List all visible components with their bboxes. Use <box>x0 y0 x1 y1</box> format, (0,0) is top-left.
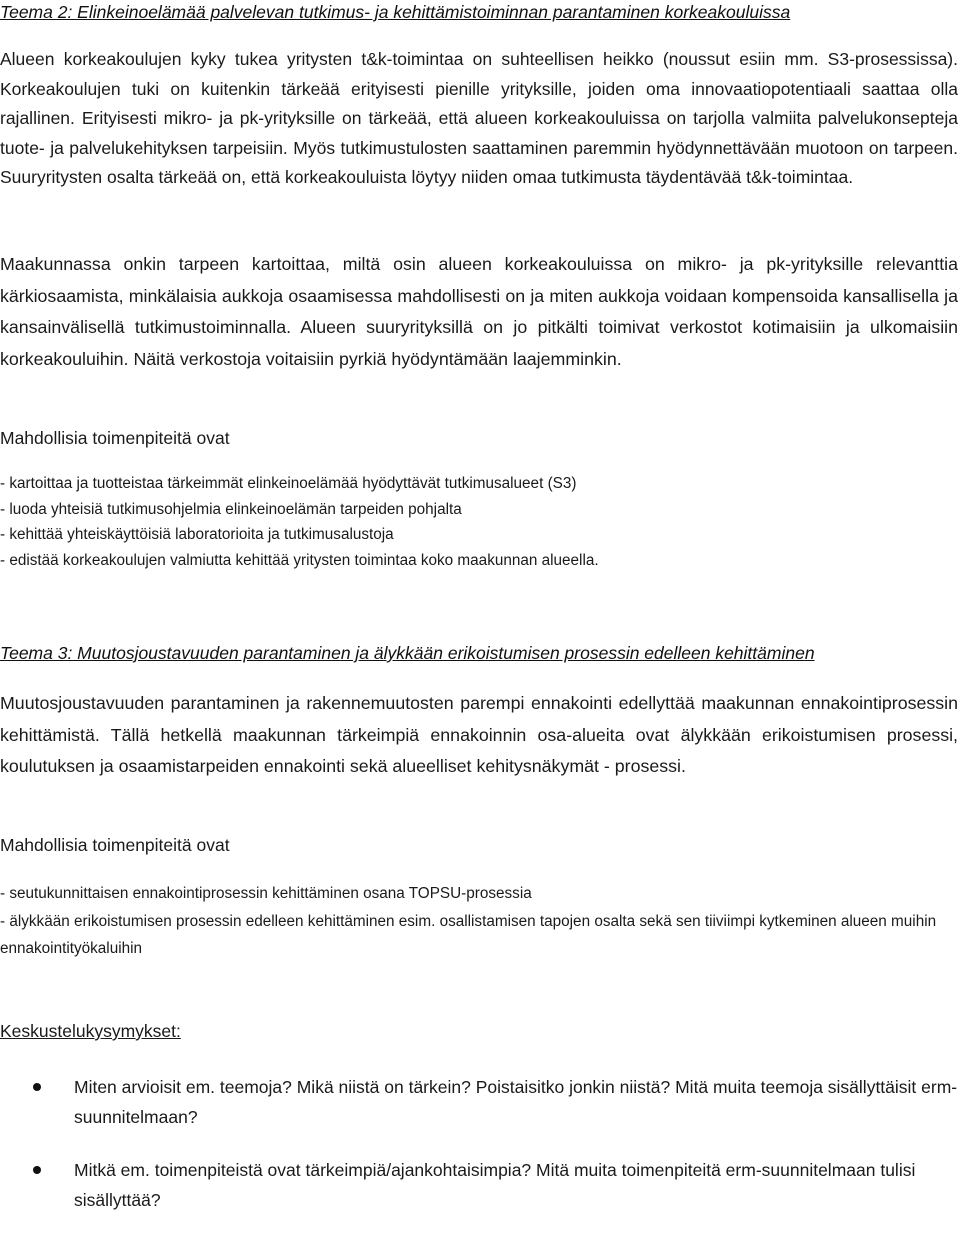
theme2-paragraph-2: Maakunnassa onkin tarpeen kartoittaa, miltä osin alueen korkeakouluissa on mikro- ja pk-yrityksille relevanttia kärkiosaamista, minkälaisia aukkoja osaamisessa mahdollisesti on ja miten aukkoja voidaan kompensoida kansallisella ja kansainvälisellä tutkimustoiminnalla. Alueen suuryrityksillä on jo pitkälti toimivat verkostot kotimaisiin ja ulkomaisiin korkeakouluihin. Näitä verkostoja voitaisiin pyrkiä hyödyntämään laajemminkin. <box>0 254 958 369</box>
list-item <box>0 1072 958 1132</box>
question-text: Miten arvioisit em. teemoja? Mikä niistä on tärkein? Poistaisitko jonkin niistä? Mitä muita teemoja sisällyttäisit erm-suunnitelmaan? <box>74 1077 958 1127</box>
theme3-paragraph-1: Muutosjoustavuuden parantaminen ja rakennemuutosten parempi ennakointi edellyttää maakunnan ennakointiprosessin kehittämistä. Tällä hetkellä maakunnan tärkeimpiä ennakoinnin osa-alueita ovat älykkään erikoistumisen prosessi, koulutuksen ja osaamistarpeiden ennakointi sekä alueelliset kehitysnäkymät - prosessi. <box>0 693 958 776</box>
theme3-actions-heading: Mahdollisia toimenpiteitä ovat <box>0 835 230 855</box>
list-item: - kartoittaa ja tuotteistaa tärkeimmät elinkeinoelämää hyödyttävät tutkimusalueet (S3) <box>0 475 577 492</box>
discussion-heading: Keskustelukysymykset: <box>0 1021 181 1041</box>
question-text: Mitkä em. toimenpiteistä ovat tärkeimpiä/ajankohtaisimpia? Mitä muita toimenpiteitä erm-suunnitelmaan tulisi sisällyttää? <box>74 1160 916 1210</box>
list-item: - älykkään erikoistumisen prosessin edelleen kehittäminen esim. osallistamisen tapojen osalta sekä sen tiiviimpi kytkeminen alueen muihin ennakointityökaluihin <box>0 912 937 957</box>
theme3-heading: Teema 3: Muutosjoustavuuden parantaminen ja älykkään erikoistumisen prosessin edelleen kehittäminen <box>0 643 815 663</box>
list-item: - edistää korkeakoulujen valmiutta kehittää yritysten toimintaa koko maakunnan alueella. <box>0 551 599 569</box>
theme2-heading: Teema 2: Elinkeinoelämää palvelevan tutkimus- ja kehittämistoiminnan parantaminen korkeakouluissa <box>0 2 791 22</box>
theme2-actions-heading: Mahdollisia toimenpiteitä ovat <box>0 428 230 448</box>
list-item: - seutukunnittaisen ennakointiprosessin kehittäminen osana TOPSU-prosessia <box>0 885 532 902</box>
list-item: - kehittää yhteiskäyttöisiä laboratorioita ja tutkimusalustoja <box>0 526 394 543</box>
theme3-actions-list <box>0 880 958 963</box>
bullet-icon <box>33 1166 41 1174</box>
theme2-actions-list <box>0 471 958 573</box>
list-item <box>0 1155 958 1215</box>
list-item: - luoda yhteisiä tutkimusohjelmia elinkeinoelämän tarpeiden pohjalta <box>0 500 462 518</box>
discussion-questions <box>0 1072 958 1238</box>
bullet-icon <box>33 1083 41 1091</box>
theme2-paragraph-1: Alueen korkeakoulujen kyky tukea yritysten t&k-toimintaa on suhteellisen heikko (noussut esiin mm. S3-prosessissa). Korkeakoulujen tuki on kuitenkin tärkeää erityisesti pienille yrityksille, joiden oma innovaatiopotentiaali saattaa olla rajallinen. Erityisesti mikro- ja pk-yrityksille on tärkeää, että alueen korkeakouluissa on tarjolla valmiita palvelukonsepteja tuote- ja palvelukehityksen tarpeisiin. Myös tutkimustulosten saattaminen paremmin hyödynnettävään muotoon on tarpeen. Suuryritysten osalta tärkeää on, että korkeakouluista löytyy niiden omaa tutkimusta täydentävää t&k-toimintaa. <box>0 49 958 187</box>
